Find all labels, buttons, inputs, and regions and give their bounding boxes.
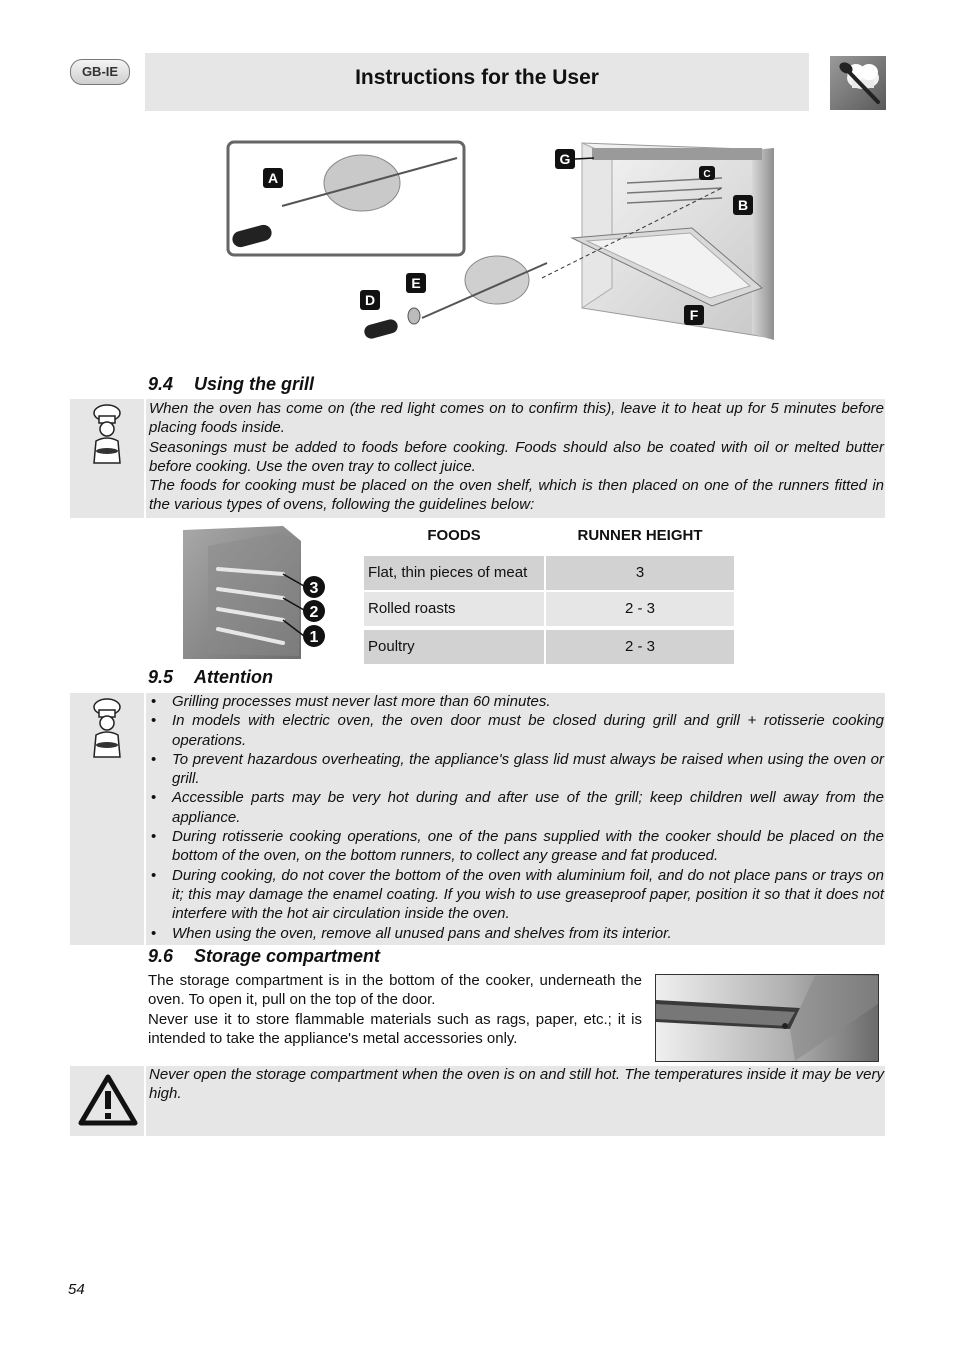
list-item-text: When using the oven, remove all unused pans and shelves from its interior. — [172, 924, 672, 942]
runner-label-1: 1 — [309, 629, 319, 646]
section-heading-9-5 — [148, 667, 273, 688]
chef-icon — [82, 403, 132, 465]
table-header-row — [363, 519, 735, 553]
list-item-text: Grilling processes must never last more than 60 minutes. — [172, 693, 551, 710]
list-item — [149, 827, 884, 866]
table-cell: 2 - 3 — [546, 630, 734, 664]
figure-label: B — [737, 197, 749, 213]
warning-text: Never open the storage compartment when the oven is on and still hot. The temperatures inside it may be very high. — [149, 1066, 884, 1103]
table-row — [363, 556, 735, 590]
section-number: 9.4 — [148, 374, 174, 394]
list-item-text: To prevent hazardous overheating, the appliance's glass lid must always be raised when using the oven or grill. — [172, 750, 884, 788]
chef-spoon-logo-icon — [830, 56, 886, 110]
grill-instructions-text — [149, 399, 884, 515]
warning-triangle-icon — [78, 1073, 138, 1127]
figure-label: F — [689, 307, 699, 323]
table-cell: 2 - 3 — [546, 592, 734, 626]
list-item-text: During cooking, do not cover the bottom of the oven with aluminium foil, and do not place pans or trays on it; this may damage the enamel coating. If you wish to use greaseproof paper, position it so that it does not interfere with the hot air circulation inside the oven. — [172, 866, 884, 923]
table-cell: 3 — [546, 556, 734, 590]
paragraph: Seasonings must be added to foods before cooking. Foods should also be coated with oil or melted butter before cooking. Use the oven tray to collect juice. — [149, 438, 884, 475]
section-title: Storage compartment — [194, 946, 381, 966]
bullet: • — [151, 789, 157, 807]
section-heading-9-4 — [148, 374, 314, 395]
table-cell: Poultry — [364, 630, 544, 664]
list-item — [149, 750, 884, 789]
list-item — [149, 692, 884, 711]
chef-icon-panel — [70, 693, 144, 945]
list-item-text: Accessible parts may be very hot during and after use of the grill; keep children well away from the appliance. — [172, 789, 884, 826]
bullet: • — [151, 712, 157, 730]
paragraph: The foods for cooking must be placed on the oven shelf, which is then placed on one of the runners fitted in the various types of ovens, following the guidelines below: — [149, 477, 884, 514]
attention-list — [149, 692, 884, 943]
list-item — [149, 866, 884, 924]
figure-label: C — [703, 169, 711, 180]
bullet: • — [151, 750, 157, 768]
region-badge: GB-IE — [70, 59, 130, 85]
figure-label: G — [559, 151, 571, 167]
list-item-text: In models with electric oven, the oven door must be closed during grill and grill + rotisserie cooking operations. — [172, 712, 884, 749]
figure-label: E — [411, 275, 421, 291]
table-row — [363, 592, 735, 626]
figure-label: A — [267, 170, 279, 186]
table-cell: Rolled roasts — [364, 592, 544, 626]
storage-text — [148, 971, 642, 1048]
runner-label-3: 3 — [309, 580, 319, 597]
bullet: • — [151, 693, 157, 710]
chef-icon-panel — [70, 399, 144, 518]
storage-compartment-illustration — [655, 974, 879, 1062]
section-number: 9.6 — [148, 946, 174, 966]
list-item — [149, 788, 884, 827]
chef-icon — [82, 697, 132, 759]
oven-runners-illustration — [183, 526, 328, 659]
table-header-cell: RUNNER HEIGHT — [577, 527, 703, 544]
table-header-cell: FOODS — [427, 527, 481, 544]
table-row — [363, 630, 735, 664]
section-title: Attention — [194, 667, 273, 687]
rotisserie-illustration — [222, 138, 812, 370]
page-title: Instructions for the User — [355, 66, 599, 89]
runner-label-2: 2 — [309, 604, 319, 621]
section-heading-9-6 — [148, 946, 380, 967]
section-number: 9.5 — [148, 667, 174, 687]
list-item — [149, 924, 884, 943]
paragraph: When the oven has come on (the red light comes on to confirm this), leave it to heat up for 5 minutes before placing foods inside. — [149, 400, 884, 437]
list-item — [149, 711, 884, 750]
paragraph: The storage compartment is in the bottom of the cooker, underneath the oven. To open it, pull on the top of the door. — [148, 972, 642, 1009]
bullet: • — [151, 866, 157, 884]
list-item-text: During rotisserie cooking operations, one of the pans supplied with the cooker should be placed on the bottom of the oven, on the bottom runners, to collect any grease and fat produced. — [172, 828, 884, 865]
paragraph: Never use it to store flammable materials such as rags, paper, etc.; it is intended to take the appliance's metal accessories only. — [148, 1010, 642, 1047]
page-number: 54 — [68, 1281, 85, 1298]
section-title: Using the grill — [194, 374, 315, 394]
bullet: • — [151, 828, 157, 846]
figure-label: D — [364, 292, 376, 308]
warning-icon-panel — [70, 1066, 144, 1136]
bullet: • — [151, 924, 157, 942]
table-cell: Flat, thin pieces of meat — [364, 556, 544, 590]
